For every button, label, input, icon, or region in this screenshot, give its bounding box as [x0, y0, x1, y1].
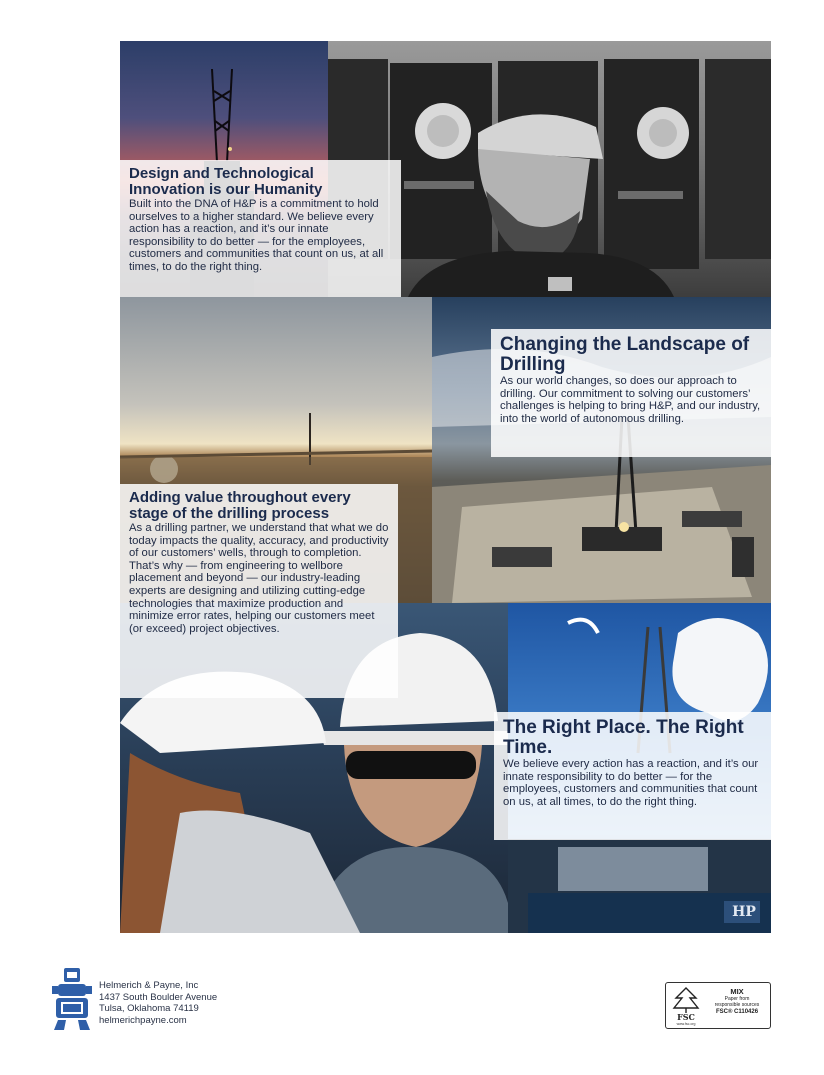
caption-adding-value	[120, 484, 398, 698]
fsc-site: www.fsc.org	[676, 1022, 696, 1026]
company-name: Helmerich & Payne, Inc	[99, 980, 199, 991]
caption-right-place	[494, 712, 771, 840]
company-website[interactable]: helmerichpayne.com	[99, 1014, 187, 1026]
fsc-badge	[665, 982, 771, 1029]
fsc-line1: Paper from	[724, 996, 750, 1002]
heading-design-innovation: Design and Technological Innovation is our Humanity	[129, 165, 323, 198]
hp-robot-logo-icon	[50, 966, 94, 1032]
fsc-line2: responsible sources	[714, 1002, 760, 1008]
hp-photo-logo: HP	[732, 904, 756, 920]
body-adding-value: As a drilling partner, we understand that what we do today impacts the quality, accuracy, and productivity of our customers’ wells, through to completion. That’s why — from engineering to wellbore placement and beyond — our industry-leading experts are designing and utilizing cutting-edge technologies that maximize production and minimize error rates, helping our customers meet (or exceed) project objectives.	[129, 522, 389, 635]
company-street: 1437 South Boulder Avenue	[99, 991, 218, 1003]
body-changing-landscape: As our world changes, so does our approach to drilling. Our commitment to solving our customers’ challenges is helping to bring H&P, and our industry, into the world of autonomous drilling.	[500, 375, 761, 425]
caption-changing-landscape	[491, 329, 771, 457]
body-right-place: We believe every action has a reaction, and it’s our innate responsibility to do better — for the employees, customers and communities that count on us, at all times, to do the right thing.	[503, 758, 759, 808]
fsc-mix: MIX	[730, 987, 744, 996]
company-address	[99, 980, 217, 1026]
heading-adding-value: Adding value throughout every stage of the drilling process	[129, 489, 351, 522]
heading-right-place: The Right Place. The Right Time.	[503, 717, 744, 758]
fsc-label: FSC	[677, 1012, 695, 1022]
body-design-innovation: Built into the DNA of H&P is a commitment to hold ourselves to a higher standard. We believe every action has a reaction, and it’s our innate responsibility to do better — for the employees, customers and communities that count on us, at all times, to do the right thing.	[129, 198, 384, 273]
caption-design-innovation	[120, 160, 401, 297]
heading-changing-landscape: Changing the Landscape of Drilling	[500, 334, 750, 375]
company-city: Tulsa, Oklahoma 74119	[99, 1003, 199, 1014]
fsc-tree-icon	[670, 986, 702, 1014]
fsc-code: FSC® C110426	[715, 1009, 759, 1015]
